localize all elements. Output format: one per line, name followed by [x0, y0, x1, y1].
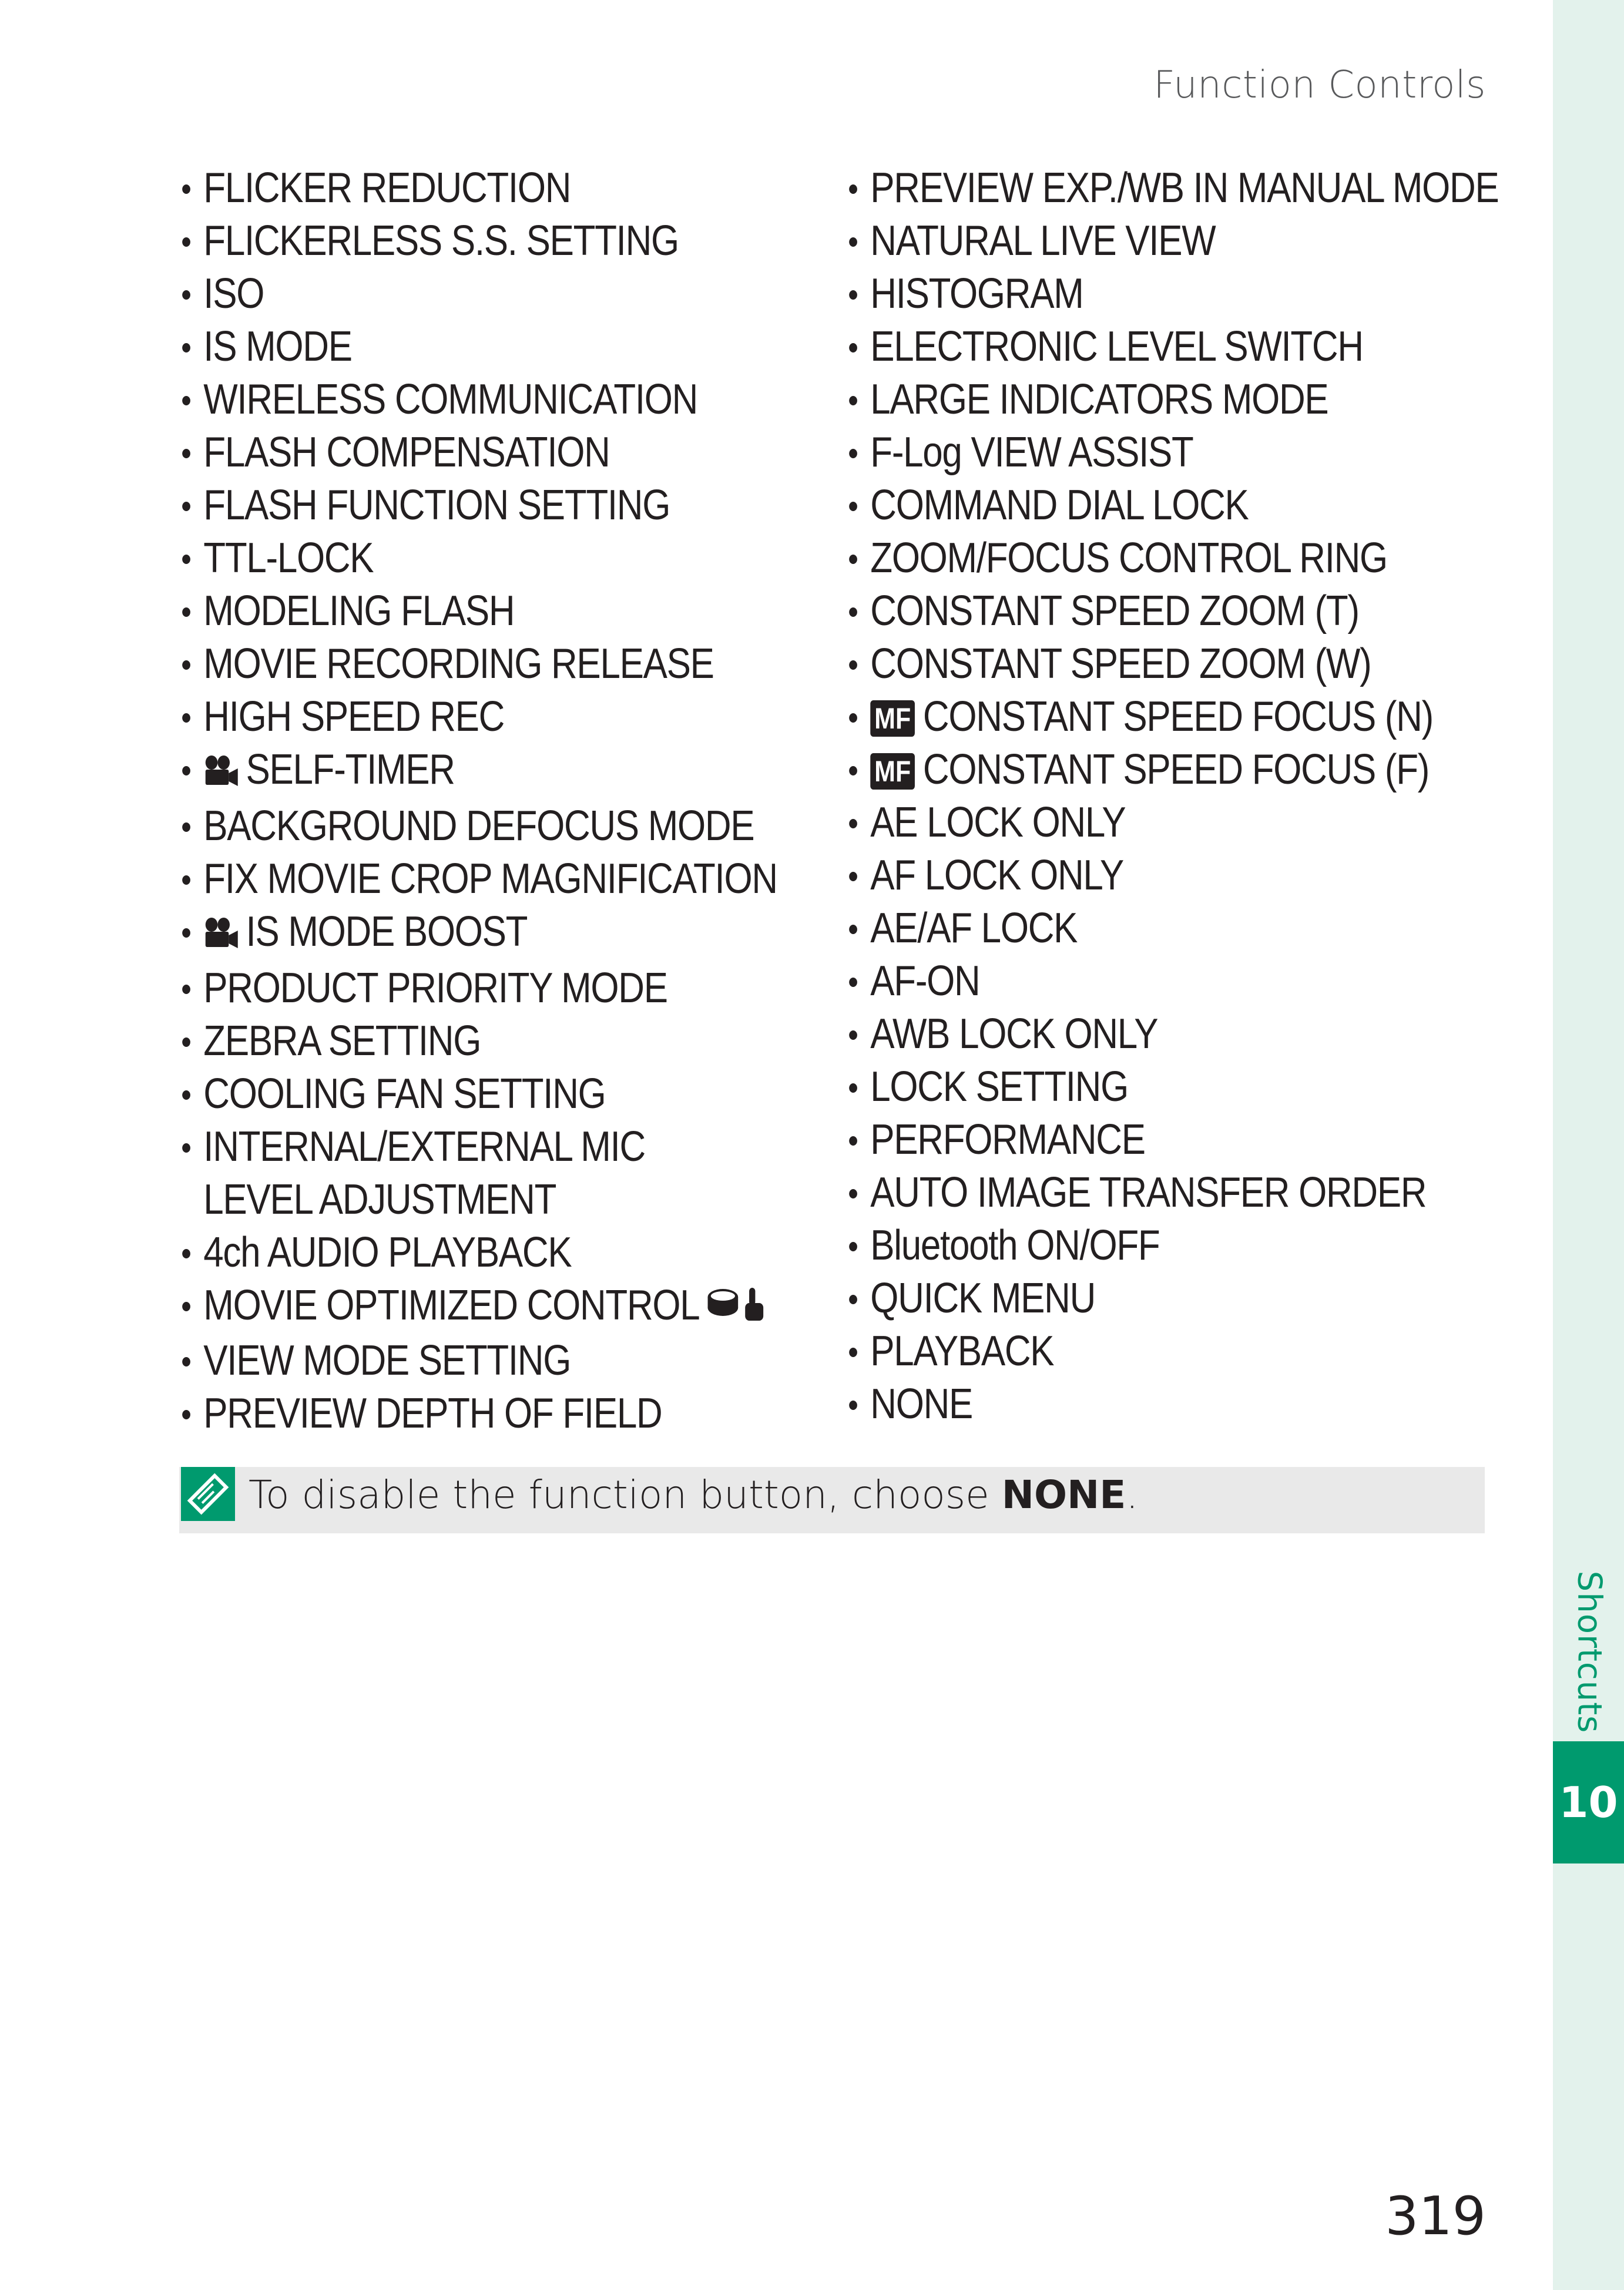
list-item [179, 743, 735, 800]
manual-focus-icon: MF [870, 700, 915, 737]
page-number: 319 [1385, 2185, 1486, 2247]
note-icon [181, 1467, 235, 1524]
list-item: PREVIEW EXP./WB IN MANUAL MODE [846, 162, 1452, 214]
list-item: ELECTRONIC LEVEL SWITCH [846, 320, 1452, 373]
list-item: FLICKERLESS S.S. SETTING [179, 214, 735, 267]
list-item: F-Log VIEW ASSIST [846, 426, 1452, 479]
list-item: AWB LOCK ONLY [846, 1008, 1452, 1060]
list-item-label: CONSTANT SPEED FOCUS (N) [922, 693, 1433, 740]
list-item: MOVIE RECORDING RELEASE [179, 637, 735, 690]
list-item: PREVIEW DEPTH OF FIELD [179, 1387, 735, 1440]
list-item: WIRELESS COMMUNICATION [179, 373, 735, 426]
list-item: FIX MOVIE CROP MAGNIFICATION [179, 852, 735, 905]
list-item: CONSTANT SPEED ZOOM (W) [846, 637, 1452, 690]
list-item: ISO [179, 267, 735, 320]
list-item: COOLING FAN SETTING [179, 1067, 735, 1120]
chapter-number: 10 [1553, 1741, 1624, 1863]
list-item-label: MOVIE OPTIMIZED CONTROL [203, 1282, 700, 1329]
list-item: VIEW MODE SETTING [179, 1334, 735, 1387]
movie-camera-icon [203, 747, 239, 800]
list-item: NONE [846, 1378, 1452, 1431]
list-item: ZOOM/FOCUS CONTROL RING [846, 532, 1452, 585]
movie-camera-icon [203, 909, 239, 962]
manual-focus-icon: MF [870, 753, 915, 790]
list-item-label: IS MODE BOOST [246, 908, 528, 955]
list-item: LOCK SETTING [846, 1060, 1452, 1113]
list-item: HIGH SPEED REC [179, 690, 735, 743]
right-function-list [846, 162, 1551, 1431]
list-item: AE/AF LOCK [846, 902, 1452, 955]
note-text: To disable the function button, choose NONE. [249, 1472, 1139, 1517]
note-emphasis: NONE [1001, 1472, 1126, 1517]
list-item: 4ch AUDIO PLAYBACK [179, 1226, 735, 1279]
list-item: INTERNAL/EXTERNAL MIC LEVEL ADJUSTMENT [179, 1120, 658, 1226]
list-item: AF LOCK ONLY [846, 849, 1452, 902]
list-item [846, 690, 1452, 743]
left-function-list [179, 162, 826, 1440]
list-item-label: SELF-TIMER [246, 746, 455, 793]
list-item: QUICK MENU [846, 1272, 1452, 1325]
list-item: PERFORMANCE [846, 1113, 1452, 1166]
chapter-label: Shortcuts [1570, 1570, 1609, 1734]
running-head: Function Controls [1153, 63, 1486, 107]
list-item [179, 905, 735, 962]
list-item: HISTOGRAM [846, 267, 1452, 320]
list-item: NATURAL LIVE VIEW [846, 214, 1452, 267]
list-item: FLICKER REDUCTION [179, 162, 735, 214]
list-item: MODELING FLASH [179, 585, 735, 637]
list-item: COMMAND DIAL LOCK [846, 479, 1452, 532]
list-item [846, 743, 1452, 796]
list-item: ZEBRA SETTING [179, 1015, 735, 1067]
list-item: TTL-LOCK [179, 532, 735, 585]
list-item: AF-ON [846, 955, 1452, 1008]
list-item: BACKGROUND DEFOCUS MODE [179, 800, 735, 852]
list-item: AE LOCK ONLY [846, 796, 1452, 849]
list-item: PLAYBACK [846, 1325, 1452, 1378]
list-item-label: CONSTANT SPEED FOCUS (F) [922, 746, 1430, 793]
dial-touch-icon [706, 1281, 767, 1334]
side-tab [1553, 0, 1624, 2290]
note-box [179, 1467, 1485, 1533]
list-item: FLASH FUNCTION SETTING [179, 479, 735, 532]
list-item: FLASH COMPENSATION [179, 426, 735, 479]
list-item: PRODUCT PRIORITY MODE [179, 962, 735, 1015]
list-item: Bluetooth ON/OFF [846, 1219, 1452, 1272]
list-item: CONSTANT SPEED ZOOM (T) [846, 585, 1452, 637]
list-item [179, 1279, 735, 1334]
list-item: LARGE INDICATORS MODE [846, 373, 1452, 426]
list-item: AUTO IMAGE TRANSFER ORDER [846, 1166, 1452, 1219]
list-item: IS MODE [179, 320, 735, 373]
